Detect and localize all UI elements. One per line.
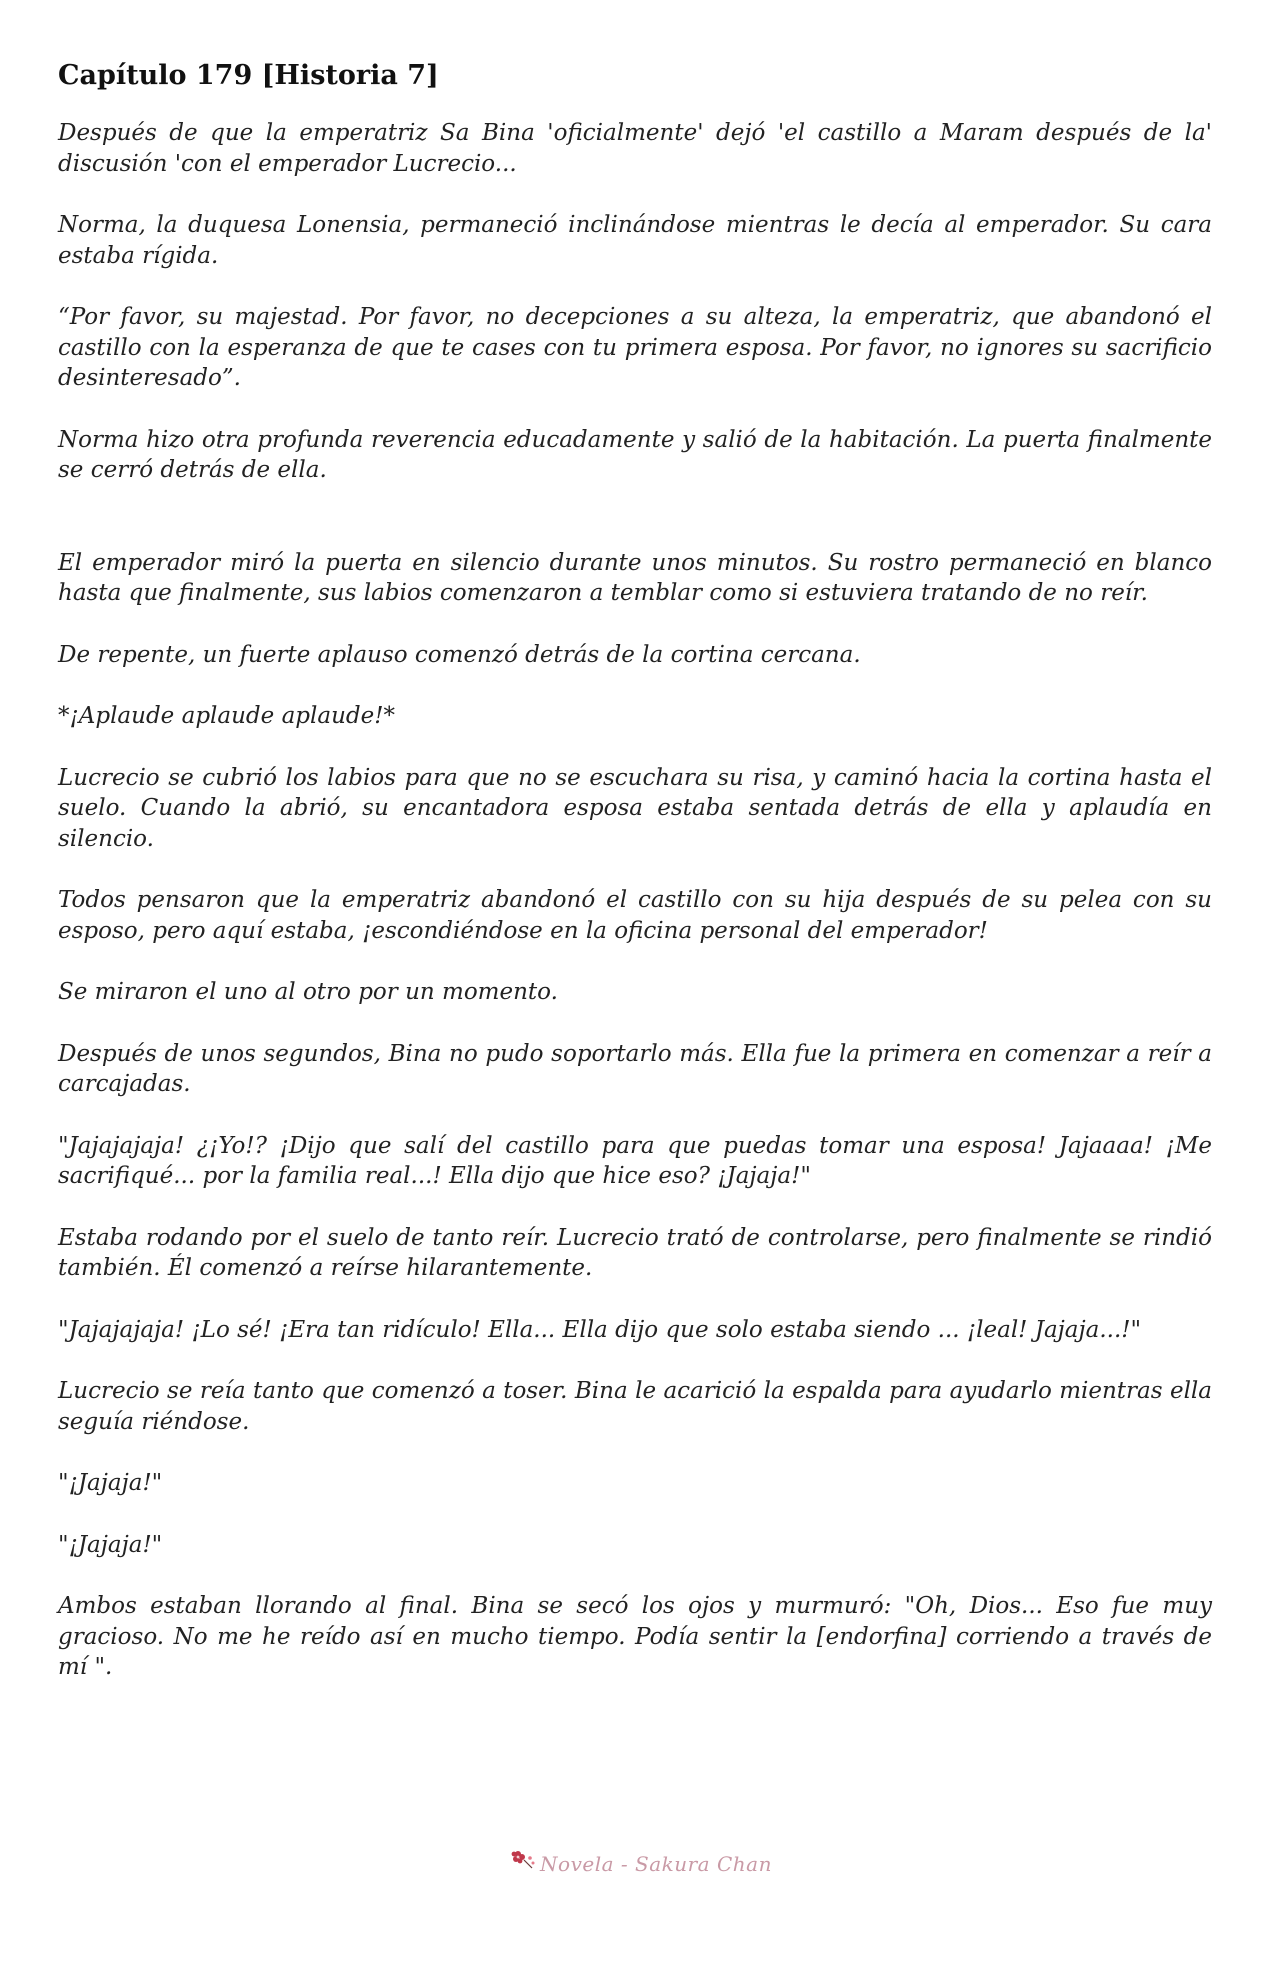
document-page [58,58,1212,1714]
paragraph: "¡Jajaja!" [58,1470,163,1496]
paragraph: “Por favor, su majestad. Por favor, no decepciones a su alteza, la emperatriz, que abandonó el castillo con la esperanza de que te cases con tu primera esposa. Por favor, no ignores su sacrificio desinteresado”. [58,304,1212,391]
paragraph: Después de que la emperatriz Sa Bina 'oficialmente' dejó 'el castillo a Maram después de la' discusión 'con el emperador Lucrecio... [58,120,1212,177]
paragraph: Lucrecio se reía tanto que comenzó a toser. Bina le acarició la espalda para ayudarlo mientras ella seguía riéndose. [58,1378,1212,1435]
paragraph: Estaba rodando por el suelo de tanto reír. Lucrecio trató de controlarse, pero finalmente se rindió también. Él comenzó a reírse hilarantemente. [58,1224,1212,1281]
cherry-blossom-icon [508,1846,536,1874]
paragraph: Ambos estaban llorando al final. Bina se secó los ojos y murmuró: "Oh, Dios... Eso fue muy gracioso. No me he reído así en mucho tiempo. Podía sentir la [endorfina] corriendo a través de mí ". [58,1593,1212,1680]
paragraph: "Jajajajaja! ¡Lo sé! ¡Era tan ridículo! Ella... Ella dijo que solo estaba siendo ... ¡leal! Jajaja...!" [58,1316,1142,1343]
paragraph: Se miraron el uno al otro por un momento. [58,979,558,1005]
watermark [0,1852,1280,1876]
paragraph: Norma hizo otra profunda reverencia educadamente y salió de la habitación. La puerta finalmente se cerró detrás de ella. [58,426,1212,483]
paragraph: "Jajajajaja! ¿¡Yo!? ¡Dijo que salí del castillo para que puedas tomar una esposa! Jajaaaa! ¡Me sacrifiqué... por la familia real...! Ella dijo que hice eso? ¡Jajaja!" [58,1132,1212,1189]
paragraph: De repente, un fuerte aplauso comenzó detrás de la cortina cercana. [58,641,861,668]
paragraph: Norma, la duquesa Lonensia, permaneció inclinándose mientras le decía al emperador. Su cara estaba rígida. [58,212,1212,269]
watermark-group [508,1852,772,1876]
paragraph: "¡Jajaja!" [58,1531,163,1558]
paragraph: Después de unos segundos, Bina no pudo soportarlo más. Ella fue la primera en comenzar a reír a carcajadas. [58,1040,1212,1097]
watermark-text: Novela - Sakura Chan [540,1852,772,1876]
chapter-title: Capítulo 179 [Historia 7] [58,60,439,91]
paragraph: Todos pensaron que la emperatriz abandonó el castillo con su hija después de su pelea con su esposo, pero aquí estaba, ¡escondiéndose en la oficina personal del emperador! [58,887,1212,944]
paragraph: Lucrecio se cubrió los labios para que no se escuchara su risa, y caminó hacia la cortina hasta el suelo. Cuando la abrió, su encantadora esposa estaba sentada detrás de ella y aplaudía en silencio. [58,764,1212,852]
paragraph: *¡Aplaude aplaude aplaude!* [58,703,395,729]
paragraph: El emperador miró la puerta en silencio durante unos minutos. Su rostro permaneció en blanco hasta que finalmente, sus labios comenzaron a temblar como si estuviera tratando de no reír. [58,549,1212,606]
